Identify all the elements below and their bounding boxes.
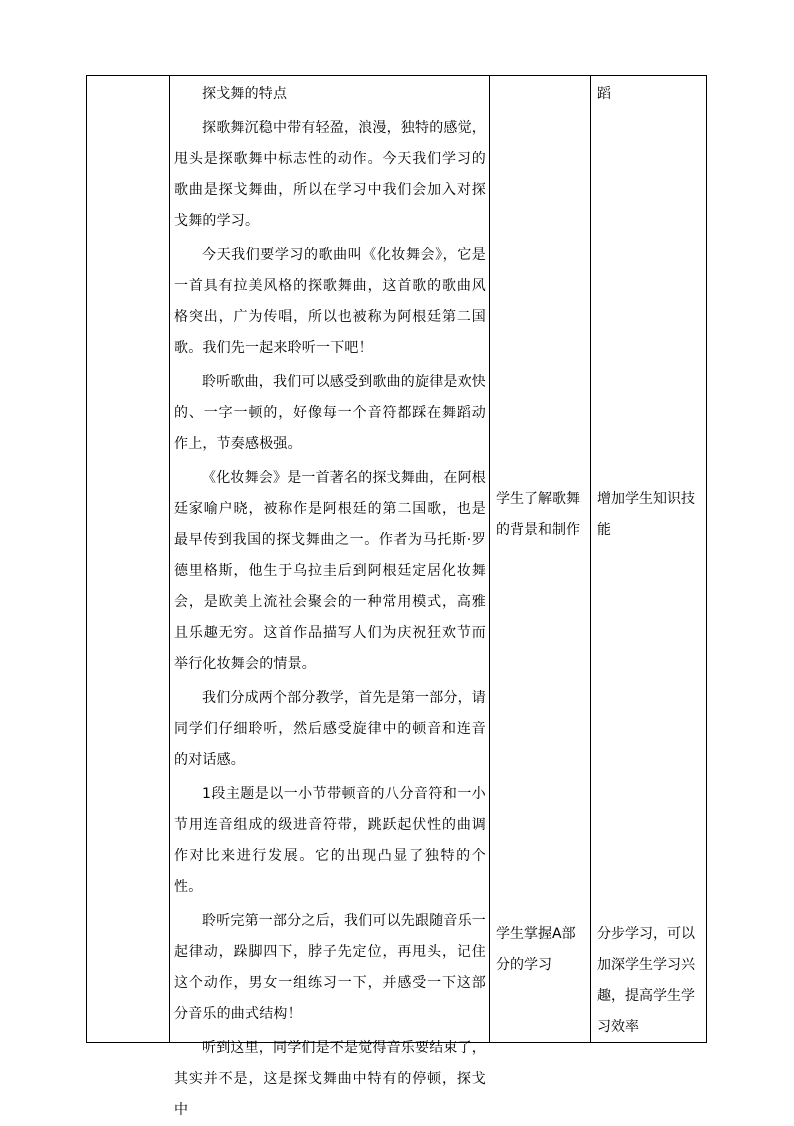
column-divider <box>169 76 170 1042</box>
teaching-process-cell <box>174 76 486 1118</box>
design-intent-cell <box>597 76 705 1042</box>
paragraph-theme: 1段主题是以一小节带顿音的八分音符和一小节用连音组成的级进音符带，跳跃起伏性的曲调作对比来进行发展。它的出现凸显了独特的个性。 <box>174 786 486 895</box>
design-intent-continued: 蹈 <box>597 86 611 102</box>
column-divider <box>590 76 591 1042</box>
lesson-plan-table <box>86 75 707 1118</box>
student-activity-cell <box>496 76 588 1042</box>
column-divider <box>489 76 490 1042</box>
paragraph-song-intro: 今天我们要学习的歌曲叫《化妆舞会》，它是一首具有拉美风格的探歌舞曲，这首歌的歌曲风格突出，广为传唱，所以也被称为阿根廷第二国歌。我们先一起来聆听一下吧！ <box>174 247 486 356</box>
paragraph-tango-features: 探歌舞沉稳中带有轻盈，浪漫，独特的感觉，甩头是探歌舞中标志性的动作。今天我们学习的歌曲是探戈舞曲，所以在学习中我们会加入对探戈舞的学习。 <box>174 120 486 229</box>
section-heading: 探戈舞的特点 <box>202 86 288 102</box>
design-intent-knowledge: 增加学生知识技能 <box>597 491 695 538</box>
paragraph-background: 《化妆舞会》是一首著名的探戈舞曲，在阿根廷家喻户晓，被称作是阿根廷的第二国歌，也是最早传到我国的探戈舞曲之一。作者为马托斯·罗德里格斯，他生于乌拉圭后到阿根廷定居化妆舞会，是欧美上流社会聚会的一种常用模式，高雅且乐趣无穷。这首作品描写人们为庆祝狂欢节而举行化妆舞会的情景。 <box>174 470 486 672</box>
paragraph-pause: 听到这里，同学们是不是觉得音乐要结束了，其实并不是，这是探戈舞曲中特有的停顿，探戈中 <box>174 1040 486 1118</box>
paragraph-part-one: 我们分成两个部分教学，首先是第一部分，请同学们仔细聆听，然后感受旋律中的顿音和连音的对话感。 <box>174 690 486 768</box>
paragraph-movement: 聆听完第一部分之后，我们可以先跟随音乐一起律动，跺脚四下，脖子先定位，再甩头，记住这个动作，男女一组练习一下，并感受一下这部分音乐的曲式结构！ <box>174 913 486 1022</box>
student-activity-background: 学生了解歌舞的背景和制作 <box>496 491 580 538</box>
paragraph-listening: 聆听歌曲，我们可以感受到歌曲的旋律是欢快的、一字一顿的，好像每一个音符都踩在舞蹈动作上，节奏感极强。 <box>174 374 486 452</box>
student-activity-part-a: 学生掌握A部分的学习 <box>496 926 576 973</box>
design-intent-stepwise: 分步学习，可以加深学生学习兴趣，提高学生学习效率 <box>597 926 695 1035</box>
